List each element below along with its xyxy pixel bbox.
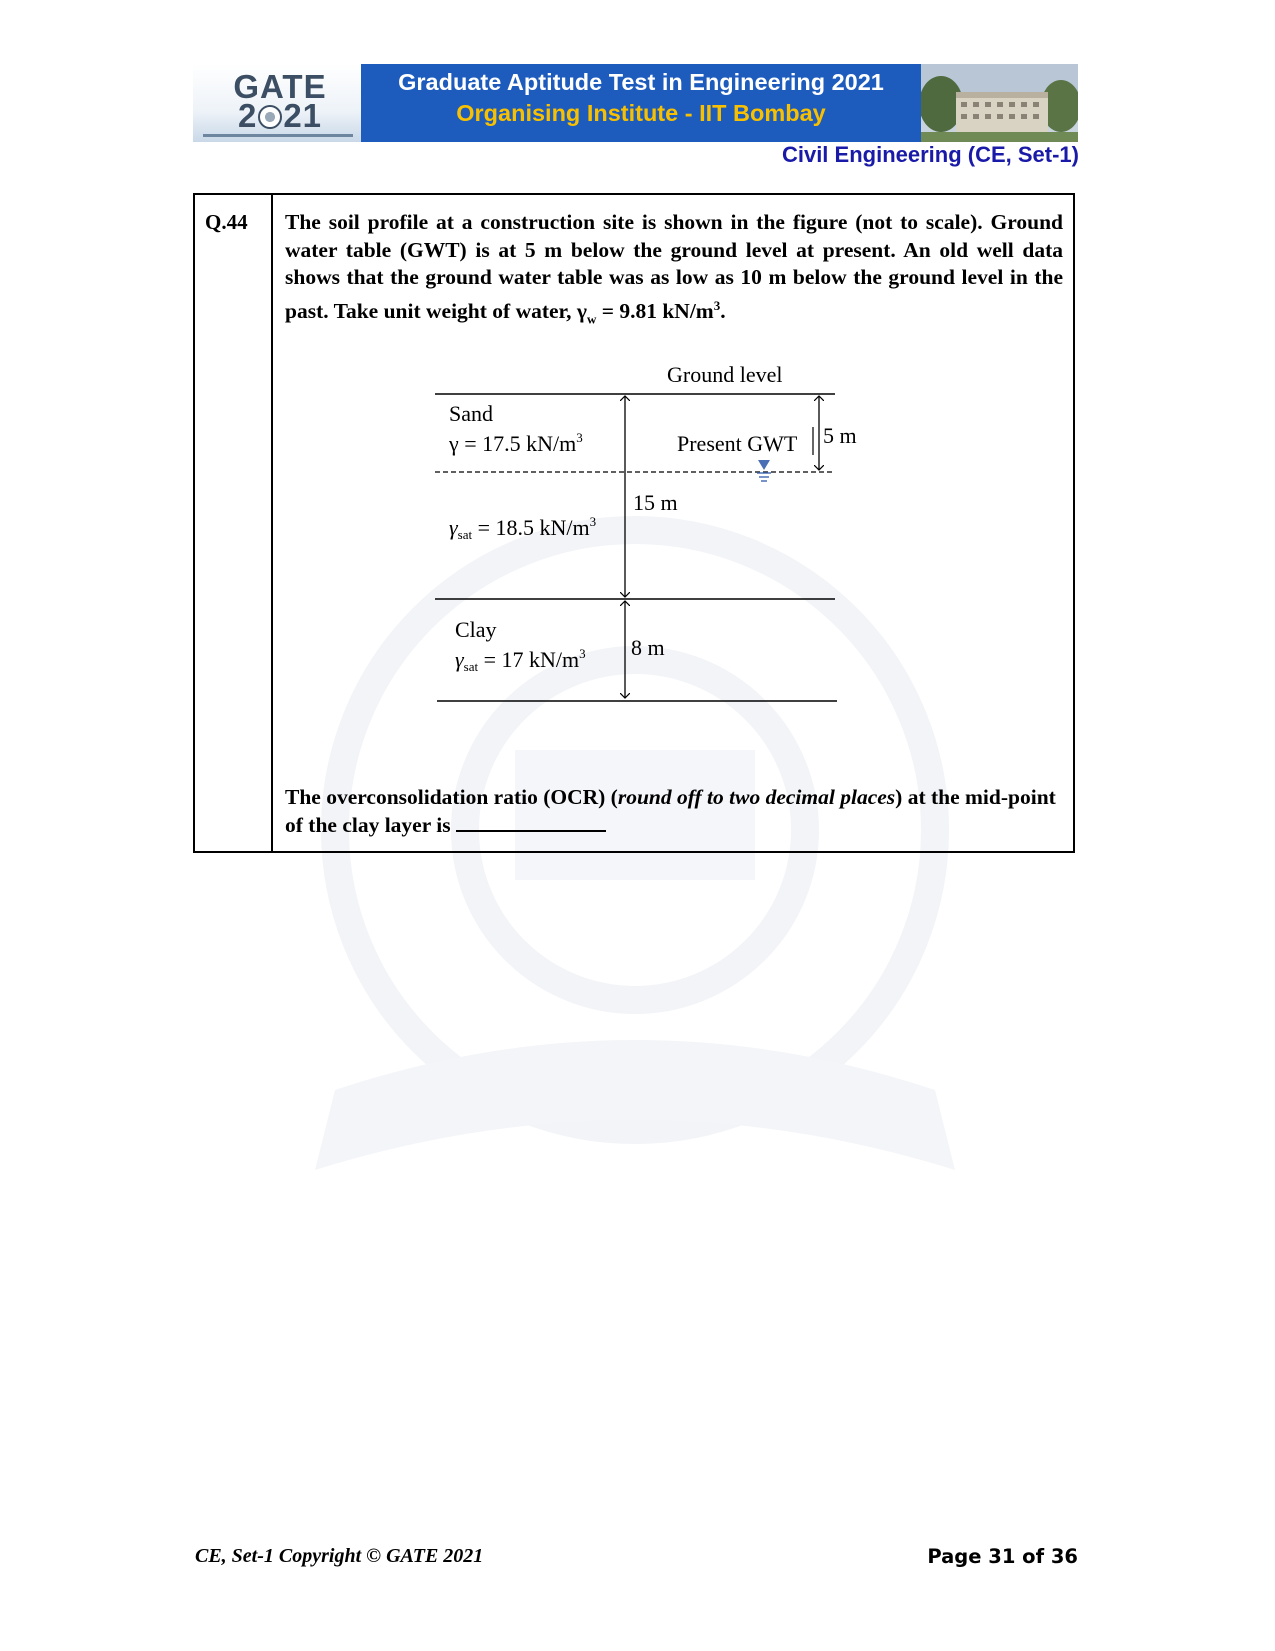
- banner-title: [361, 64, 921, 142]
- water-table-icon: [757, 460, 771, 481]
- question-text: The soil profile at a construction site is shown in the figure (not to scale). Ground water table (GWT) is at 5 m below the ground level at present. An old well data shows that the ground water table was as low as 10 m below the ground level in the past. Take unit weight of water, $\gamma_w = 9.81$ $kN/m^3$.: [285, 210, 1063, 326]
- ground-level-label: Ground level: [667, 365, 783, 387]
- exam-title: Graduate Aptitude Test in Engineering 2021: [398, 69, 884, 95]
- subject-label: Civil Engineering (CE, Set-1): [781, 142, 1079, 167]
- clay-label: Clay: [455, 617, 497, 642]
- gate-logo: [193, 64, 361, 142]
- sand-label: Sand: [449, 401, 493, 426]
- clay-thickness-label: 8 m: [631, 635, 665, 660]
- question-number: Q.44: [205, 210, 248, 234]
- building-image-icon: [921, 64, 1078, 142]
- page-number: Page 31 of 36: [927, 1545, 1078, 1568]
- campus-photo: [921, 64, 1078, 142]
- column-divider: [271, 195, 273, 851]
- logo-strip: [203, 134, 353, 137]
- question-table: [193, 193, 1075, 853]
- sand-unit-weight: γ = 17.5 $kN/m^3$: [449, 430, 583, 456]
- soil-profile-figure: [435, 365, 895, 715]
- organiser-title: Organising Institute - IIT Bombay: [456, 100, 826, 126]
- seal-icon: [258, 105, 282, 129]
- answer-blank[interactable]: [456, 810, 606, 832]
- sand-thickness-label: 15 m: [633, 490, 678, 515]
- sand-saturated-unit-weight: γsat = 18.5 $kN/m^3$: [449, 514, 597, 542]
- logo-text-gate: GATE: [233, 68, 327, 105]
- present-gwt-label: Present GWT: [677, 431, 798, 456]
- clay-saturated-unit-weight: γsat = 17 $kN/m^3$: [455, 646, 586, 674]
- answer-prompt: The overconsolidation ratio (OCR) (round off to two decimal places) at the mid-point of the clay layer is: [285, 785, 1056, 837]
- logo-text-year: 2 21: [237, 97, 323, 134]
- header-banner: [193, 64, 1078, 142]
- gwt-depth-label: 5 m: [823, 423, 857, 448]
- footer-copyright: CE, Set-1 Copyright © GATE 2021: [195, 1545, 484, 1567]
